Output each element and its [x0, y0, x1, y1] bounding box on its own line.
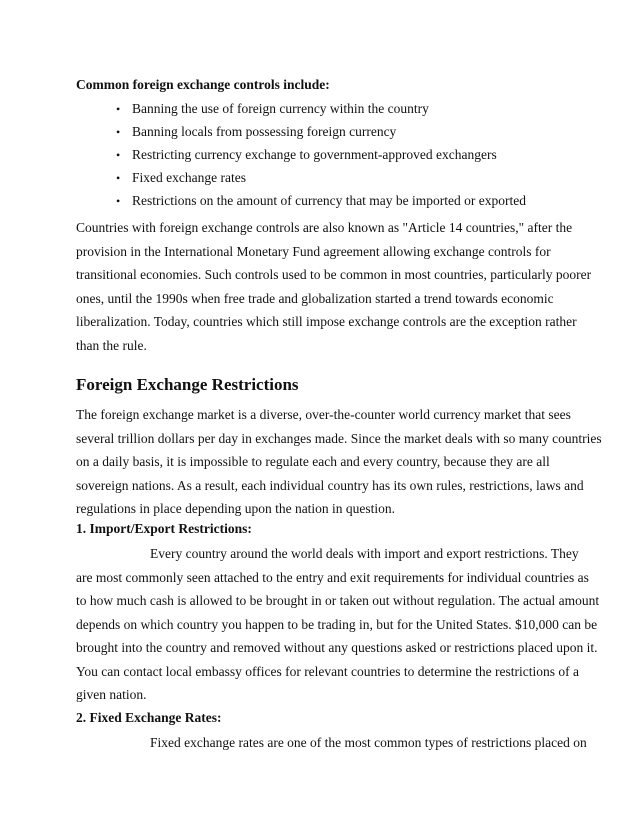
list-item [76, 123, 576, 146]
paragraph-line: transitional economies. Such controls used to be common in most countries, particularly poorer [76, 267, 592, 282]
intro-heading: Common foreign exchange controls include: [76, 77, 330, 92]
paragraph-line: provision in the International Monetary Fund agreement allowing exchange controls for [76, 243, 551, 259]
list-item [76, 192, 576, 215]
paragraph-line: ones, until the 1990s when free trade and globalization started a trend towards economic [76, 290, 554, 306]
bullet-icon: • [116, 148, 121, 162]
paragraph-line: liberalization. Today, countries which still impose exchange controls are the exception rather [76, 314, 577, 329]
paragraph-line: are most commonly seen attached to the entry and exit requirements for individual countries as [76, 569, 589, 585]
bullet-icon: • [116, 171, 121, 185]
list-item-text: Fixed exchange rates [132, 170, 246, 185]
import-export-paragraph [76, 542, 600, 707]
fixed-rates-paragraph [76, 731, 587, 755]
list-item [76, 146, 576, 169]
bullet-icon: • [116, 194, 121, 208]
paragraph-line: on a daily basis, it is impossible to regulate each and every country, because they are all [76, 454, 550, 469]
bullet-icon: • [116, 102, 121, 116]
controls-list [76, 100, 576, 215]
subheading-fixed-rates: 2. Fixed Exchange Rates: [76, 710, 222, 725]
paragraph-line: than the rule. [76, 337, 147, 353]
paragraph-line: to how much cash is allowed to be brought in or taken out without regulation. The actual amount [76, 593, 600, 608]
bullet-icon: • [116, 125, 121, 139]
list-item-text: Restrictions on the amount of currency that may be imported or exported [132, 193, 527, 208]
paragraph-line: several trillion dollars per day in exchanges made. Since the market deals with so many countries [76, 430, 602, 446]
paragraph-line: Fixed exchange rates are one of the most common types of restrictions placed on [150, 735, 587, 750]
article-14-paragraph [76, 216, 592, 357]
list-item-text: Banning the use of foreign currency within the country [132, 101, 429, 116]
paragraph-line: brought into the country and removed without any questions asked or restrictions placed upon it. [76, 640, 598, 655]
paragraph-line: The foreign exchange market is a diverse, over-the-counter world currency market that sees [76, 407, 571, 422]
section-title: Foreign Exchange Restrictions [76, 375, 299, 394]
paragraph-line: regulations in place depending upon the nation in question. [76, 501, 396, 516]
paragraph-line: You can contact local embassy offices for relevant countries to determine the restrictions of a [76, 663, 579, 679]
list-item-text: Restricting currency exchange to government-approved exchangers [132, 147, 497, 162]
list-item [76, 169, 576, 192]
paragraph-line: depends on which country you happen to be trading in, but for the United States. $10,000 can be [76, 616, 598, 632]
paragraph-line: given nation. [76, 687, 147, 702]
subheading-import-export: 1. Import/Export Restrictions: [76, 521, 252, 536]
paragraph-line: Every country around the world deals with import and export restrictions. They [150, 546, 579, 561]
market-paragraph [76, 403, 602, 521]
list-item [76, 100, 576, 123]
paragraph-line: sovereign nations. As a result, each individual country has its own rules, restrictions, laws and [76, 477, 584, 493]
paragraph-line: Countries with foreign exchange controls are also known as "Article 14 countries," after the [76, 220, 573, 235]
list-item-text: Banning locals from possessing foreign currency [132, 124, 397, 139]
